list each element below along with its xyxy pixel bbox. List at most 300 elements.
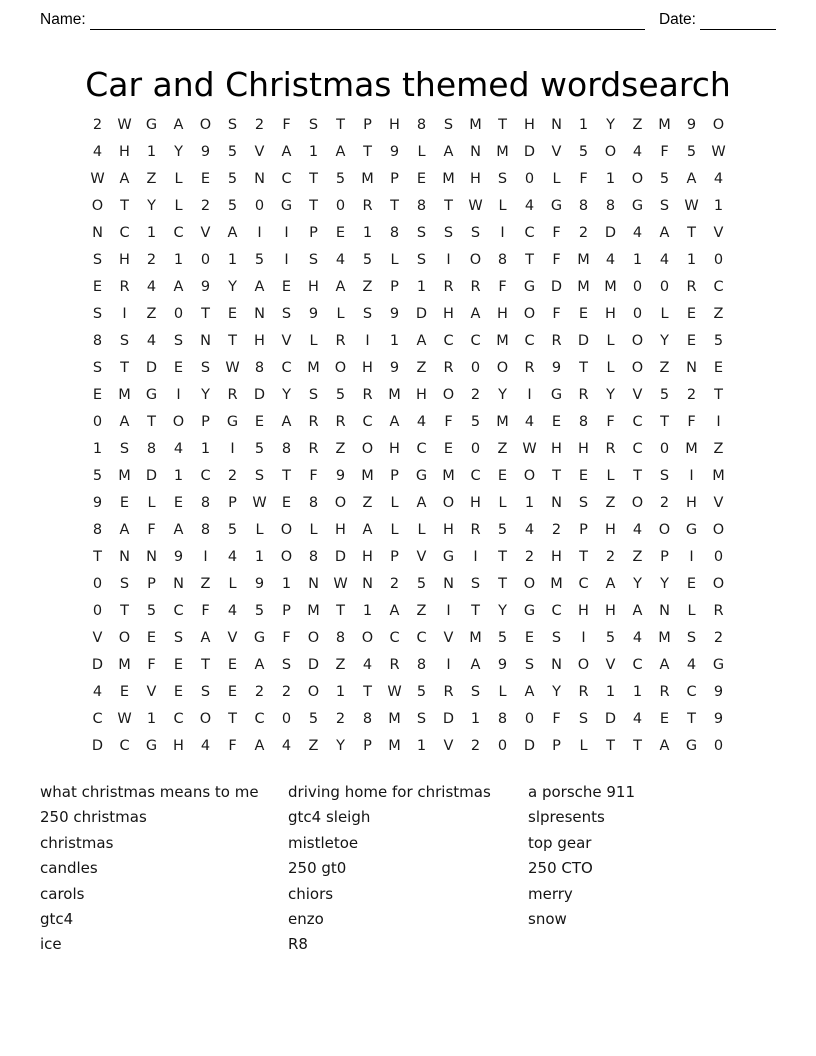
word-list-item[interactable]: gtc4 sleigh [288,808,371,827]
grid-cell[interactable]: 0 [92,414,103,430]
grid-cell[interactable]: 0 [173,306,184,322]
grid-cell[interactable]: M [658,117,671,133]
grid-cell[interactable]: I [581,630,586,646]
grid-cell[interactable]: O [631,171,644,187]
grid-cell[interactable]: H [470,171,481,187]
grid-cell[interactable]: 1 [713,198,724,214]
grid-cell[interactable]: S [119,441,130,457]
grid-cell[interactable]: F [444,414,453,430]
grid-cell[interactable]: 9 [497,657,508,673]
word-list-item[interactable]: carols [40,884,85,903]
grid-cell[interactable]: 5 [362,252,373,268]
grid-cell[interactable]: V [227,630,238,646]
grid-cell[interactable]: C [524,333,535,349]
grid-cell[interactable]: H [119,252,130,268]
grid-cell[interactable]: 1 [92,441,103,457]
grid-cell[interactable]: O [199,117,212,133]
grid-cell[interactable]: R [713,603,724,619]
grid-cell[interactable]: S [119,576,130,592]
grid-cell[interactable]: 8 [416,198,427,214]
grid-cell[interactable]: E [578,306,589,322]
grid-cell[interactable]: O [631,360,644,376]
grid-cell[interactable]: N [92,225,103,241]
grid-cell[interactable]: I [500,225,505,241]
grid-cell[interactable]: S [443,117,454,133]
grid-cell[interactable]: 0 [254,198,265,214]
word-list-item[interactable]: what christmas means to me [40,783,259,801]
grid-cell[interactable]: T [363,144,372,160]
grid-cell[interactable]: T [525,252,534,268]
grid-cell[interactable]: D [523,144,536,160]
grid-cell[interactable]: 2 [686,387,697,403]
grid-cell[interactable]: E [281,495,292,511]
grid-cell[interactable]: N [551,117,562,133]
grid-cell[interactable]: Z [146,171,157,187]
grid-cell[interactable]: L [498,684,507,700]
grid-cell[interactable]: 4 [524,414,535,430]
grid-cell[interactable]: C [470,468,481,484]
grid-cell[interactable]: H [551,441,562,457]
date-input-rule[interactable] [700,14,776,30]
grid-cell[interactable]: S [578,495,589,511]
grid-cell[interactable]: 5 [308,711,319,727]
grid-cell[interactable]: O [280,549,293,565]
grid-cell[interactable]: O [631,333,644,349]
grid-cell[interactable]: A [281,414,292,430]
grid-cell[interactable]: D [577,333,590,349]
grid-cell[interactable]: M [388,387,401,403]
grid-cell[interactable]: E [173,684,184,700]
grid-cell[interactable]: Y [660,333,669,349]
grid-cell[interactable]: 9 [713,684,724,700]
grid-cell[interactable]: 8 [146,441,157,457]
grid-cell[interactable]: Z [362,495,373,511]
grid-cell[interactable]: F [552,711,561,727]
grid-cell[interactable]: S [470,576,481,592]
grid-cell[interactable]: 8 [200,495,211,511]
grid-cell[interactable]: F [552,306,561,322]
grid-cell[interactable]: R [470,522,481,538]
grid-cell[interactable]: O [361,441,374,457]
grid-cell[interactable]: A [416,495,427,511]
grid-cell[interactable]: D [253,387,266,403]
grid-cell[interactable]: 5 [686,144,697,160]
grid-cell[interactable]: R [335,333,346,349]
grid-cell[interactable]: O [361,630,374,646]
grid-cell[interactable]: 2 [578,225,589,241]
grid-cell[interactable]: 9 [92,495,103,511]
grid-cell[interactable]: H [416,387,427,403]
grid-cell[interactable]: E [497,468,508,484]
grid-cell[interactable]: E [335,225,346,241]
word-list-item[interactable]: slpresents [528,808,605,827]
grid-cell[interactable]: W [252,495,267,511]
grid-cell[interactable]: H [605,306,616,322]
grid-cell[interactable]: 0 [713,738,724,754]
grid-cell[interactable]: P [390,279,399,295]
grid-cell[interactable]: F [147,657,156,673]
grid-cell[interactable]: 4 [227,603,238,619]
grid-cell[interactable]: Y [633,576,642,592]
grid-cell[interactable]: 8 [335,630,346,646]
grid-cell[interactable]: H [119,144,130,160]
grid-cell[interactable]: M [118,657,131,673]
grid-cell[interactable]: E [200,171,211,187]
grid-cell[interactable]: 9 [389,144,400,160]
grid-cell[interactable]: T [687,711,696,727]
grid-cell[interactable]: H [578,441,589,457]
grid-cell[interactable]: 2 [470,738,481,754]
grid-cell[interactable]: 4 [686,657,697,673]
word-list-item[interactable]: a porsche 911 [528,783,636,801]
grid-cell[interactable]: 0 [524,171,535,187]
grid-cell[interactable]: G [145,738,158,754]
grid-cell[interactable]: 1 [335,684,346,700]
grid-cell[interactable]: I [284,225,289,241]
grid-cell[interactable]: 4 [632,630,643,646]
grid-cell[interactable]: S [578,711,589,727]
grid-cell[interactable]: O [712,576,725,592]
grid-cell[interactable]: O [280,522,293,538]
grid-cell[interactable]: L [309,333,318,349]
word-list-item[interactable]: R8 [288,935,308,954]
grid-cell[interactable]: T [498,549,507,565]
grid-cell[interactable]: 1 [308,144,319,160]
grid-cell[interactable]: A [335,144,346,160]
grid-cell[interactable]: I [230,441,235,457]
grid-cell[interactable]: O [334,360,347,376]
grid-cell[interactable]: S [92,360,103,376]
grid-cell[interactable]: L [336,306,345,322]
grid-cell[interactable]: 8 [92,522,103,538]
grid-cell[interactable]: D [415,306,428,322]
grid-cell[interactable]: I [689,549,694,565]
grid-cell[interactable]: 9 [335,468,346,484]
grid-cell[interactable]: M [469,117,482,133]
grid-cell[interactable]: C [281,171,292,187]
grid-cell[interactable]: G [280,198,293,214]
grid-cell[interactable]: G [226,414,239,430]
grid-cell[interactable]: 9 [389,306,400,322]
grid-cell[interactable]: 2 [254,117,265,133]
grid-cell[interactable]: T [147,414,156,430]
grid-cell[interactable]: P [147,576,156,592]
grid-cell[interactable]: P [282,603,291,619]
grid-cell[interactable]: A [470,306,481,322]
grid-cell[interactable]: D [307,657,320,673]
grid-cell[interactable]: S [416,252,427,268]
grid-cell[interactable]: T [336,117,345,133]
grid-cell[interactable]: 8 [308,495,319,511]
grid-cell[interactable]: Y [228,279,237,295]
grid-cell[interactable]: M [442,468,455,484]
grid-cell[interactable]: P [552,738,561,754]
grid-cell[interactable]: M [685,441,698,457]
grid-cell[interactable]: 1 [605,171,616,187]
grid-cell[interactable]: E [713,360,724,376]
grid-cell[interactable]: W [468,198,483,214]
grid-cell[interactable]: T [201,657,210,673]
grid-cell[interactable]: N [470,144,481,160]
grid-cell[interactable]: N [551,495,562,511]
grid-cell[interactable]: L [498,198,507,214]
grid-cell[interactable]: R [362,387,373,403]
grid-cell[interactable]: 4 [92,684,103,700]
grid-cell[interactable]: F [687,414,696,430]
grid-cell[interactable]: P [363,738,372,754]
grid-cell[interactable]: Z [632,117,643,133]
grid-cell[interactable]: L [390,495,399,511]
grid-cell[interactable]: N [119,549,130,565]
grid-cell[interactable]: E [659,711,670,727]
grid-cell[interactable]: M [118,468,131,484]
grid-cell[interactable]: C [92,711,103,727]
grid-cell[interactable]: 1 [389,333,400,349]
grid-cell[interactable]: H [470,495,481,511]
grid-cell[interactable]: E [227,684,238,700]
grid-cell[interactable]: 2 [254,684,265,700]
grid-cell[interactable]: T [579,549,588,565]
grid-cell[interactable]: 5 [227,144,238,160]
grid-cell[interactable]: M [388,738,401,754]
grid-cell[interactable]: 2 [335,711,346,727]
grid-cell[interactable]: P [228,495,237,511]
grid-cell[interactable]: L [660,306,669,322]
grid-cell[interactable]: S [443,225,454,241]
grid-cell[interactable]: L [174,198,183,214]
grid-cell[interactable]: D [91,657,104,673]
grid-cell[interactable]: V [605,657,616,673]
grid-cell[interactable]: A [362,522,373,538]
grid-cell[interactable]: O [334,495,347,511]
grid-cell[interactable]: 1 [227,252,238,268]
grid-cell[interactable]: 1 [254,549,265,565]
grid-cell[interactable]: R [686,279,697,295]
grid-cell[interactable]: R [551,333,562,349]
grid-cell[interactable]: W [684,198,699,214]
grid-cell[interactable]: W [225,360,240,376]
grid-cell[interactable]: F [282,630,291,646]
grid-cell[interactable]: 4 [632,522,643,538]
grid-cell[interactable]: P [390,549,399,565]
grid-cell[interactable]: P [309,225,318,241]
grid-cell[interactable]: L [498,495,507,511]
grid-cell[interactable]: E [281,279,292,295]
grid-cell[interactable]: F [660,144,669,160]
grid-cell[interactable]: 4 [659,252,670,268]
grid-cell[interactable]: N [146,549,157,565]
grid-cell[interactable]: N [173,576,184,592]
grid-cell[interactable]: 8 [281,441,292,457]
grid-cell[interactable]: 5 [659,387,670,403]
grid-cell[interactable]: 5 [416,576,427,592]
grid-cell[interactable]: 0 [92,603,103,619]
grid-cell[interactable]: O [199,711,212,727]
grid-cell[interactable]: T [120,603,129,619]
grid-cell[interactable]: S [200,684,211,700]
grid-cell[interactable]: S [659,198,670,214]
grid-cell[interactable]: 1 [281,576,292,592]
grid-cell[interactable]: T [120,360,129,376]
grid-cell[interactable]: C [713,279,724,295]
grid-cell[interactable]: 1 [416,279,427,295]
grid-cell[interactable]: 4 [713,171,724,187]
grid-cell[interactable]: M [469,630,482,646]
grid-cell[interactable]: E [173,657,184,673]
grid-cell[interactable]: D [145,360,158,376]
grid-cell[interactable]: 4 [281,738,292,754]
grid-cell[interactable]: R [443,360,454,376]
grid-cell[interactable]: 8 [254,360,265,376]
grid-cell[interactable]: L [417,522,426,538]
grid-cell[interactable]: T [309,171,318,187]
grid-cell[interactable]: 2 [227,468,238,484]
grid-cell[interactable]: O [172,414,185,430]
grid-cell[interactable]: Z [335,657,346,673]
grid-cell[interactable]: F [201,603,210,619]
grid-cell[interactable]: P [201,414,210,430]
grid-cell[interactable]: L [552,171,561,187]
grid-cell[interactable]: 1 [146,144,157,160]
grid-cell[interactable]: M [712,468,725,484]
grid-cell[interactable]: 1 [146,711,157,727]
grid-cell[interactable]: F [309,468,318,484]
grid-cell[interactable]: V [146,684,157,700]
grid-cell[interactable]: 9 [308,306,319,322]
grid-cell[interactable]: T [687,225,696,241]
grid-cell[interactable]: A [605,576,616,592]
grid-cell[interactable]: G [523,603,536,619]
grid-cell[interactable]: E [524,630,535,646]
grid-cell[interactable]: E [686,306,697,322]
grid-cell[interactable]: T [444,198,453,214]
grid-cell[interactable]: I [527,387,532,403]
grid-cell[interactable]: P [579,522,588,538]
grid-cell[interactable]: C [254,711,265,727]
grid-cell[interactable]: C [416,630,427,646]
grid-cell[interactable]: Z [416,360,427,376]
grid-cell[interactable]: A [254,279,265,295]
grid-cell[interactable]: 5 [254,441,265,457]
grid-cell[interactable]: A [470,657,481,673]
word-list-item[interactable]: merry [528,884,573,903]
grid-cell[interactable]: E [92,279,103,295]
grid-cell[interactable]: F [552,252,561,268]
grid-cell[interactable]: R [578,387,589,403]
grid-cell[interactable]: A [173,522,184,538]
grid-cell[interactable]: V [713,495,724,511]
grid-cell[interactable]: 9 [200,279,211,295]
grid-cell[interactable]: O [523,468,536,484]
grid-cell[interactable]: T [282,468,291,484]
grid-cell[interactable]: 5 [416,684,427,700]
grid-cell[interactable]: 0 [335,198,346,214]
grid-cell[interactable]: C [524,225,535,241]
word-list-item[interactable]: enzo [288,910,324,929]
grid-cell[interactable]: L [228,576,237,592]
grid-cell[interactable]: 5 [335,171,346,187]
grid-cell[interactable]: 0 [659,279,670,295]
grid-cell[interactable]: V [416,549,427,565]
grid-cell[interactable]: 5 [146,603,157,619]
grid-cell[interactable]: 1 [632,252,643,268]
grid-cell[interactable]: P [363,117,372,133]
grid-cell[interactable]: 0 [713,252,724,268]
grid-cell[interactable]: Z [146,306,157,322]
grid-cell[interactable]: A [119,522,130,538]
grid-cell[interactable]: Z [416,603,427,619]
grid-cell[interactable]: 8 [416,657,427,673]
grid-cell[interactable]: S [497,171,508,187]
grid-cell[interactable]: T [471,603,480,619]
grid-cell[interactable]: S [308,252,319,268]
grid-cell[interactable]: Y [498,387,507,403]
grid-cell[interactable]: H [362,360,373,376]
grid-cell[interactable]: T [201,306,210,322]
grid-cell[interactable]: C [200,468,211,484]
grid-cell[interactable]: T [363,684,372,700]
grid-cell[interactable]: 0 [524,711,535,727]
grid-cell[interactable]: V [443,738,454,754]
grid-cell[interactable]: Z [200,576,211,592]
grid-cell[interactable]: T [633,468,642,484]
grid-cell[interactable]: L [147,495,156,511]
grid-cell[interactable]: 8 [578,198,589,214]
grid-cell[interactable]: 1 [173,252,184,268]
grid-cell[interactable]: N [443,576,454,592]
grid-cell[interactable]: S [659,468,670,484]
grid-cell[interactable]: P [390,468,399,484]
grid-cell[interactable]: 9 [254,576,265,592]
grid-cell[interactable]: H [173,738,184,754]
grid-cell[interactable]: G [523,279,536,295]
grid-cell[interactable]: C [389,630,400,646]
grid-cell[interactable]: C [119,225,130,241]
grid-cell[interactable]: E [227,657,238,673]
grid-cell[interactable]: O [658,522,671,538]
grid-cell[interactable]: 8 [308,549,319,565]
grid-cell[interactable]: V [200,225,211,241]
grid-cell[interactable]: E [119,495,130,511]
grid-cell[interactable]: V [713,225,724,241]
word-list-item[interactable]: 250 CTO [528,859,593,878]
grid-cell[interactable]: D [604,225,617,241]
grid-cell[interactable]: 0 [713,549,724,565]
grid-cell[interactable]: M [442,171,455,187]
grid-cell[interactable]: T [228,333,237,349]
word-list-item[interactable]: 250 gt0 [288,859,347,878]
grid-cell[interactable]: L [390,522,399,538]
grid-cell[interactable]: F [579,171,588,187]
grid-cell[interactable]: S [200,360,211,376]
grid-cell[interactable]: 9 [389,360,400,376]
word-list-item[interactable]: candles [40,859,98,878]
grid-cell[interactable]: G [685,738,698,754]
grid-cell[interactable]: C [362,414,373,430]
grid-cell[interactable]: 2 [200,198,211,214]
grid-cell[interactable]: A [659,657,670,673]
grid-cell[interactable]: 1 [362,225,373,241]
grid-cell[interactable]: I [446,657,451,673]
grid-cell[interactable]: 2 [389,576,400,592]
grid-cell[interactable]: F [552,225,561,241]
grid-cell[interactable]: M [388,711,401,727]
grid-cell[interactable]: R [119,279,130,295]
grid-cell[interactable]: H [524,117,535,133]
grid-cell[interactable]: 5 [659,171,670,187]
word-list-item[interactable]: mistletoe [288,833,359,852]
grid-cell[interactable]: A [416,333,427,349]
